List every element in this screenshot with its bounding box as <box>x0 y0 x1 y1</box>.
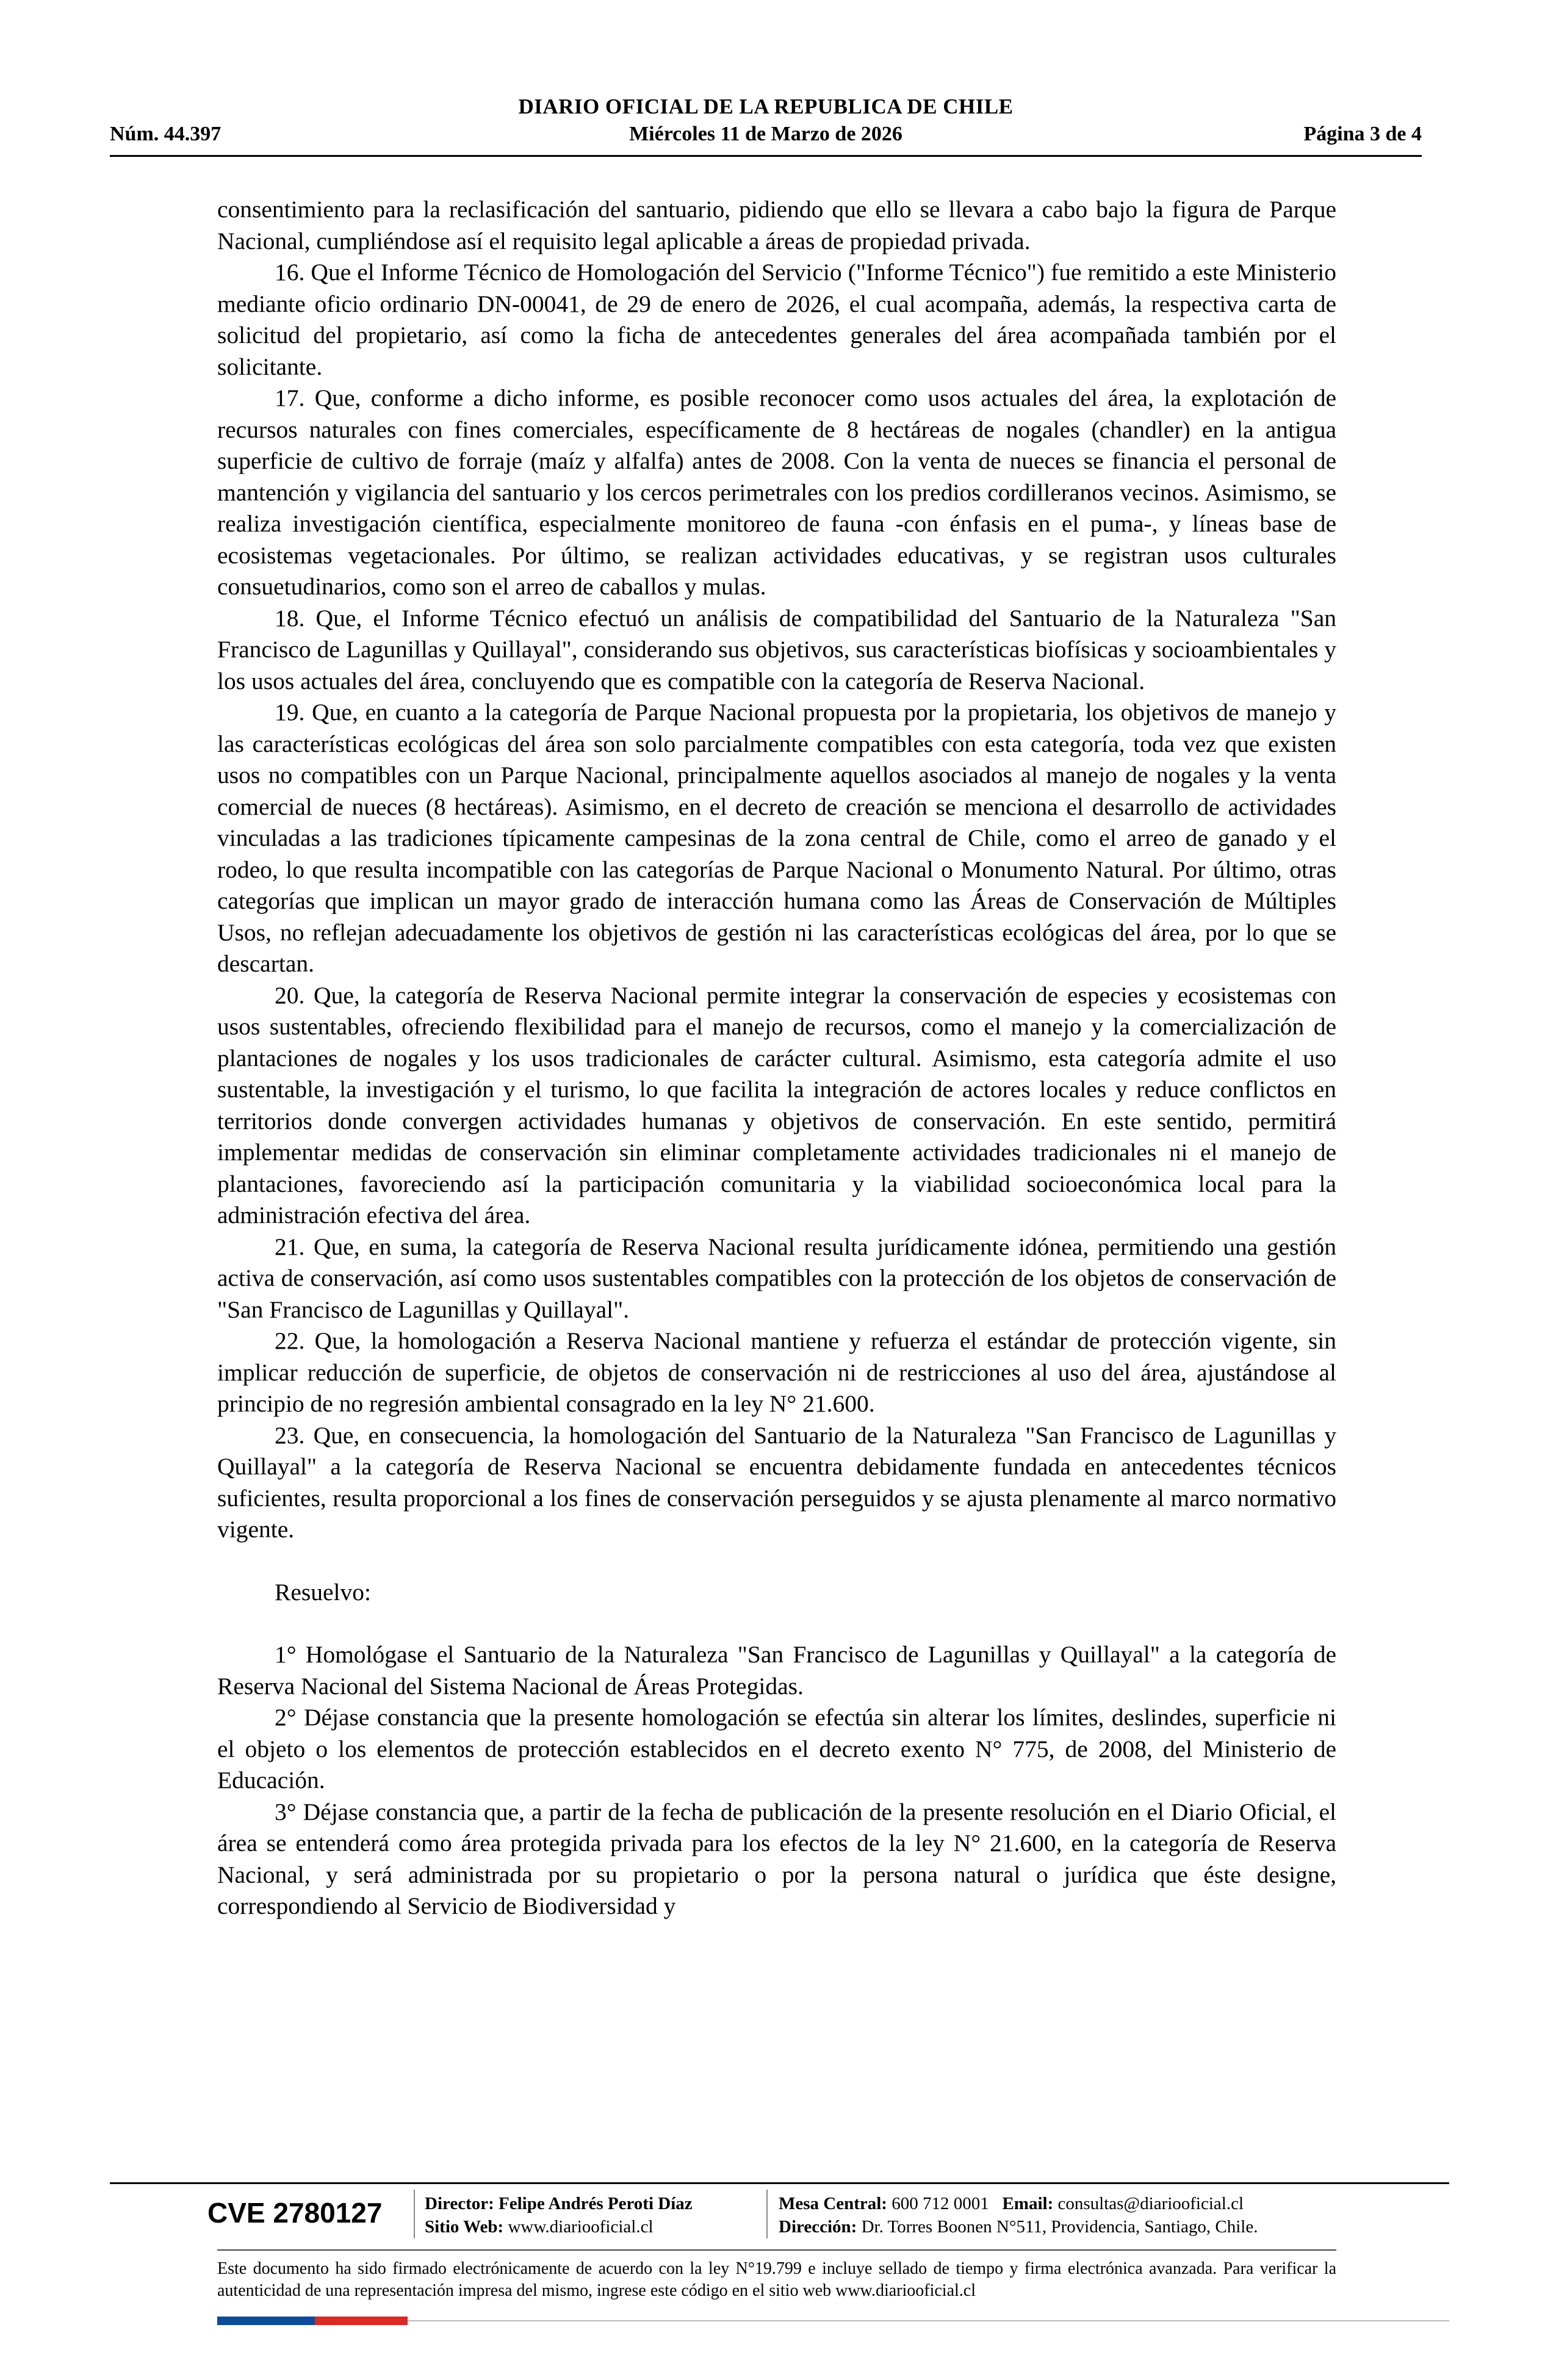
paragraph-19: 19. Que, en cuanto a la categoría de Parque Nacional propuesta por la propietaria, los objetivos de manejo y las características ecológicas del área son solo parcialmente compatibles con esta categoría, toda vez que existen usos no compatibles con un Parque Nacional, principalmente aquellos asociados al manejo de nogales y la venta comercial de nueces (8 hectáreas). Asimismo, en el decreto de creación se menciona el desarrollo de actividades vinculadas a las tradiciones típicamente campesinas de la zona central de Chile, como el arreo de ganado y el rodeo, lo que resulta incompatible con las categorías de Parque Nacional o Monumento Natural. Por último, otras categorías que implican un mayor grado de interacción humana como las Áreas de Conservación de Múltiples Usos, no reflejan adecuadamente los objetivos de gestión ni las características ecológicas del área, por lo que se descartan. <box>217 699 1336 977</box>
web-link[interactable]: www.diariooficial.cl <box>508 2217 654 2237</box>
page-header <box>110 95 1422 153</box>
resolution-1: 1° Homológase el Santuario de la Naturaleza "San Francisco de Lagunillas y Quillayal" a la categoría de Reserva Nacional del Sistema Nacional de Áreas Protegidas. <box>217 1641 1336 1700</box>
paragraph-16: 16. Que el Informe Técnico de Homologación del Servicio ("Informe Técnico") fue remitido a este Ministerio mediante oficio ordinario DN-00041, de 29 de enero de 2026, el cual acompaña, además, la respectiva carta de solicitud del propietario, así como la ficha de antecedentes generales del área acompañada también por el solicitante. <box>217 259 1336 380</box>
footer-inner-divider <box>217 2249 1336 2251</box>
web-label: Sitio Web: <box>425 2217 504 2237</box>
flag-bar-line <box>408 2320 1449 2321</box>
legal-notice: Este documento ha sido firmado electrónicamente de acuerdo con la ley N°19.799 e incluye sellado de tiempo y firma electrónica avanzada. Para verificar la autenticidad de una representación impresa del mismo, ingrese este código en el sitio web www.diariooficial.cl <box>217 2259 1336 2300</box>
resuelvo-heading: Resuelvo: <box>275 1578 371 1606</box>
issue-number: Núm. 44.397 <box>110 123 222 145</box>
cve-code: CVE 2780127 <box>207 2197 383 2229</box>
footer-separator <box>414 2190 415 2238</box>
page-number: Página 3 de 4 <box>1303 123 1422 145</box>
paragraph-18: 18. Que, el Informe Técnico efectuó un análisis de compatibilidad del Santuario de la Naturaleza "San Francisco de Lagunillas y Quillayal", considerando sus objetivos, sus características biofísicas y socioambientales y los usos actuales del área, concluyendo que es compatible con la categoría de Reserva Nacional. <box>217 604 1336 694</box>
email-link[interactable]: consultas@diariooficial.cl <box>1057 2194 1244 2213</box>
header-divider <box>110 155 1422 157</box>
newspaper-title: DIARIO OFICIAL DE LA REPUBLICA DE CHILE <box>518 95 1014 118</box>
flag-bar-blue <box>217 2317 315 2325</box>
mesa-phone: 600 712 0001 <box>891 2194 989 2213</box>
document-body <box>217 194 1336 1922</box>
paragraph-20: 20. Que, la categoría de Reserva Nacional permite integrar la conservación de especies y ecosistemas con usos sustentables, ofreciendo flexibilidad para el manejo de recursos, como el manejo y la comercialización de plantaciones de nogales y los usos tradicionales de carácter cultural. Asimismo, esta categoría admite el uso sustentable, la investigación y el turismo, lo que facilita la integración de actores locales y reduce conflictos en territorios donde convergen actividades humanas y objetivos de conservación. En este sentido, permitirá implementar medidas de conservación sin eliminar completamente actividades tradicionales ni el manejo de plantaciones, favoreciendo así la participación comunitaria y la viabilidad socioeconómica local para la administración efectiva del área. <box>217 981 1336 1228</box>
director-name: Felipe Andrés Peroti Díaz <box>499 2194 693 2213</box>
direccion-value: Dr. Torres Boonen N°511, Providencia, Santiago, Chile. <box>861 2217 1258 2237</box>
email-label: Email: <box>1002 2194 1054 2213</box>
issue-date: Miércoles 11 de Marzo de 2026 <box>629 123 902 145</box>
footer-divider <box>110 2182 1449 2184</box>
direccion-label: Dirección: <box>779 2217 857 2237</box>
paragraph-21: 21. Que, en suma, la categoría de Reserva Nacional resulta jurídicamente idónea, permitiendo una gestión activa de conservación, así como usos sustentables compatibles con la protección de los objetos de conservación de "San Francisco de Lagunillas y Quillayal". <box>217 1233 1336 1323</box>
resolution-3: 3° Déjase constancia que, a partir de la fecha de publicación de la presente resolución en el Diario Oficial, el área se entenderá como área protegida privada para los efectos de la ley N° 21.600, en la categoría de Reserva Nacional, y será administrada por su propietario o por la persona natural o jurídica que éste designe, correspondiendo al Servicio de Biodiversidad y <box>217 1798 1336 1919</box>
flag-bar-red <box>315 2317 408 2325</box>
paragraph-17: 17. Que, conforme a dicho informe, es posible reconocer como usos actuales del área, la explotación de recursos naturales con fines comerciales, específicamente de 8 hectáreas de nogales (chandler) en la antigua superficie de cultivo de forraje (maíz y alfalfa) antes de 2008. Con la venta de nueces se financia el personal de mantención y vigilancia del santuario y los cercos perimetrales con los predios cordilleranos vecinos. Asimismo, se realiza investigación científica, especialmente monitoreo de fauna -con énfasis en el puma-, y líneas base de ecosistemas vegetacionales. Por último, se realizan actividades educativas, y se registran usos culturales consuetudinarios, como son el arreo de caballos y mulas. <box>217 384 1336 600</box>
footer-contact-block <box>779 2192 1258 2238</box>
mesa-label: Mesa Central: <box>779 2194 887 2213</box>
resolution-2: 2° Déjase constancia que la presente homologación se efectúa sin alterar los límites, deslindes, superficie ni el objeto o los elementos de protección establecidos en el decreto exento N° 775, de 2008, del Ministerio de Educación. <box>217 1704 1336 1794</box>
footer-director-block <box>425 2192 693 2238</box>
paragraph-continued: consentimiento para la reclasificación del santuario, pidiendo que ello se llevara a cabo bajo la figura de Parque Nacional, cumpliéndose así el requisito legal aplicable a áreas de propiedad privada. <box>217 196 1336 254</box>
paragraph-23: 23. Que, en consecuencia, la homologación del Santuario de la Naturaleza "San Francisco de Lagunillas y Quillayal" a la categoría de Reserva Nacional se encuentra debidamente fundada en antecedentes técnicos suficientes, resulta proporcional a los fines de conservación perseguidos y se ajusta plenamente al marco normativo vigente. <box>217 1421 1336 1543</box>
director-label: Director: <box>425 2194 494 2213</box>
paragraph-22: 22. Que, la homologación a Reserva Nacional mantiene y refuerza el estándar de protección vigente, sin implicar reducción de superficie, de objetos de conservación ni de restricciones al uso del área, ajustándose al principio de no regresión ambiental consagrado en la ley N° 21.600. <box>217 1327 1336 1417</box>
footer-separator <box>766 2190 768 2238</box>
